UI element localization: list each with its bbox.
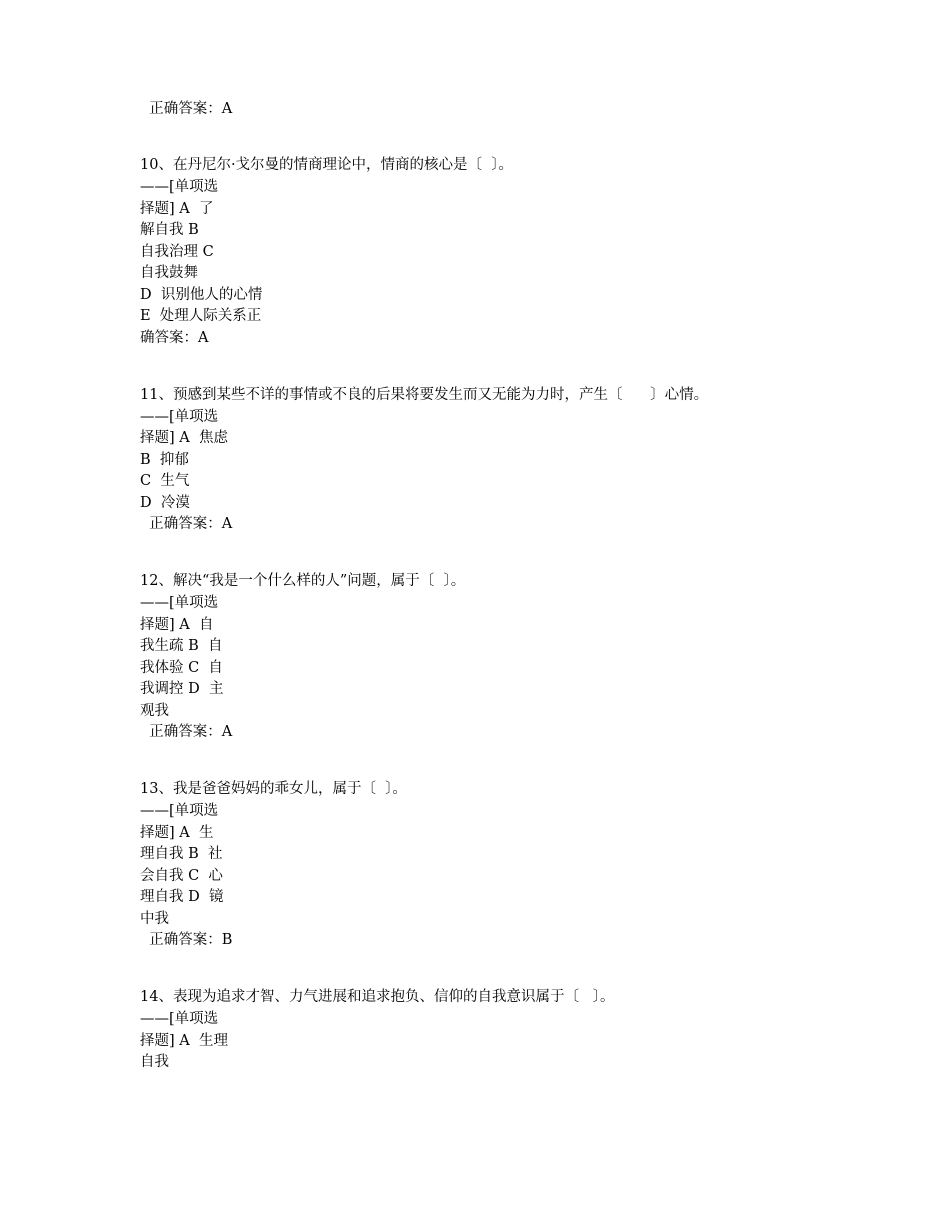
option-line: 择题] A 自 [140,617,214,633]
option-line: 自我鼓舞 [140,265,198,281]
question-type-line: ——[单项选 [140,1011,219,1027]
option-line: B 抑郁 [140,452,189,468]
option-line: 择题] A 生理 [140,1033,228,1049]
answer-line: 正确答案：A [140,724,233,740]
option-line: 择题] A 焦虑 [140,430,228,446]
option-line: 理自我 B 社 [140,846,223,862]
option-line: D 冷漠 [140,495,190,511]
option-line: 我调控 D 主 [140,681,224,697]
option-line: 会自我 C 心 [140,868,223,884]
question-13: 13、我是爸爸妈妈的乖女儿，属于〔 〕。 [140,781,407,797]
option-line: 中我 [140,911,169,927]
option-line: 观我 [140,703,169,719]
question-type-line: ——[单项选 [140,595,219,611]
option-line: 自我 [140,1054,169,1070]
option-line: 择题] A 生 [140,825,214,841]
option-line: D 识别他人的心情 [140,287,263,303]
option-line: 解自我 B [140,222,199,238]
question-type-line: ——[单项选 [140,409,219,425]
option-line: 我体验 C 自 [140,660,223,676]
question-10: 10、在丹尼尔·戈尔曼的情商理论中，情商的核心是〔 〕。 [140,157,514,173]
answer-line: 正确答案：B [140,932,233,948]
answer-line: 正确答案：A [140,101,233,117]
option-line: 自我治理 C [140,244,214,260]
answer-line: 正确答案：A [140,516,233,532]
option-line: 我生疏 B 自 [140,638,223,654]
question-14: 14、表现为追求才智、力气进展和追求抱负、信仰的自我意识属于〔 〕。 [140,989,615,1005]
option-line: E 处理人际关系正 [140,308,262,324]
answer-line: 确答案：A [140,330,209,346]
question-12: 12、解决“我是一个什么样的人”问题，属于〔 〕。 [140,573,466,589]
question-11: 11、预感到某些不详的事情或不良的后果将要发生而又无能为力时，产生〔 〕心情。 [140,387,709,403]
question-type-line: ——[单项选 [140,803,219,819]
option-line: 择题] A 了 [140,201,214,217]
option-line: C 生气 [140,473,190,489]
question-type-line: ——[单项选 [140,179,219,195]
option-line: 理自我 D 镜 [140,889,224,905]
